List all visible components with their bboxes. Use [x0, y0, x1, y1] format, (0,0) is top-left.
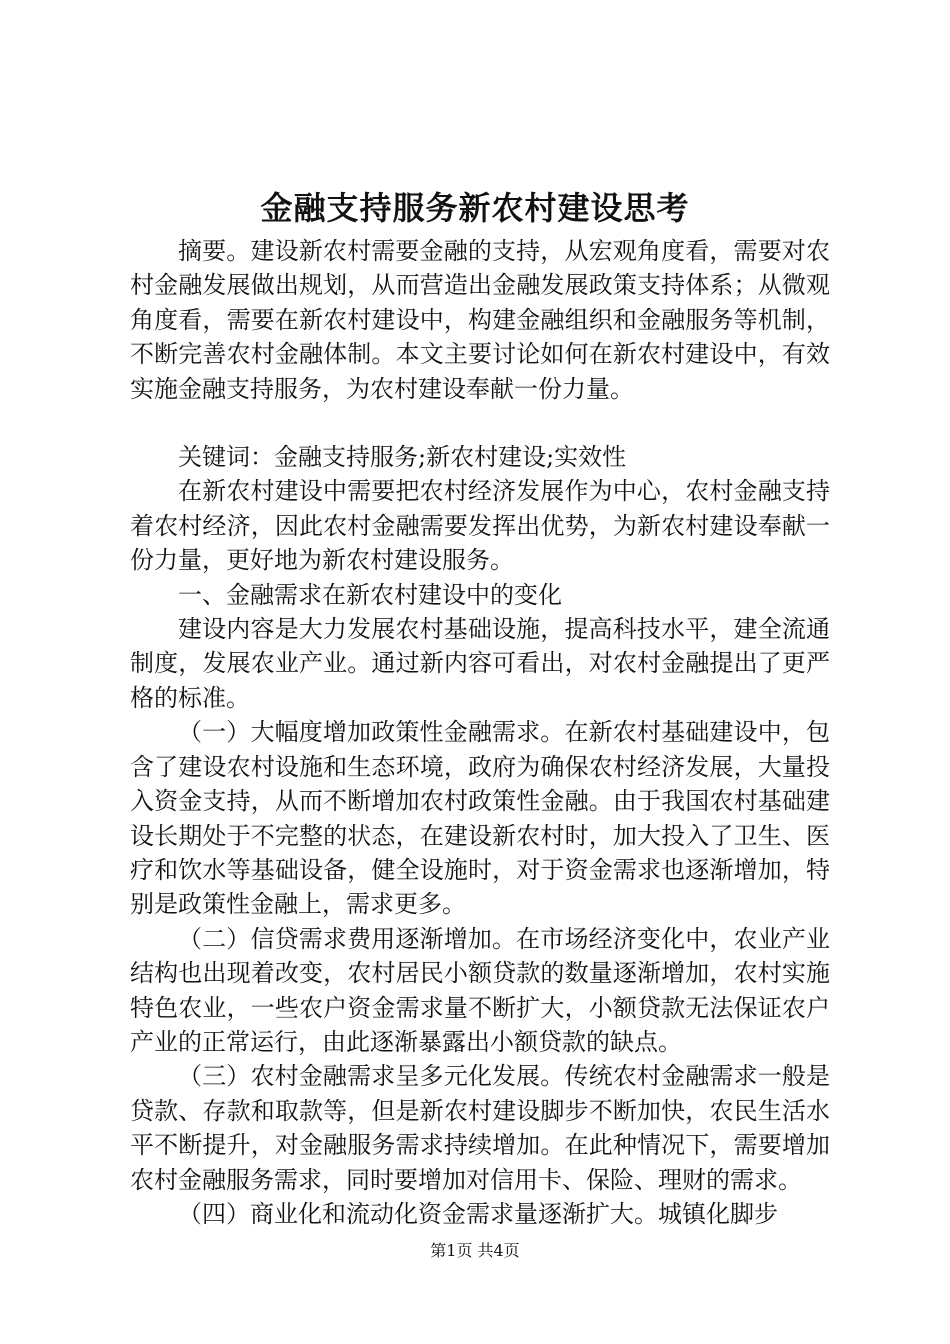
body-paragraph: （四）商业化和流动化资金需求量逐渐扩大。城镇化脚步 [178, 1199, 778, 1228]
page-footer: 第1页 共4页 [430, 1241, 520, 1260]
keywords-paragraph: 关键词：金融支持服务;新农村建设;实效性 [178, 443, 627, 472]
body-paragraph: （一）大幅度增加政策性金融需求。在新农村基础建设中，包含了建设农村设施和生态环境，政府为确保农村经济发展，大量投入资金支持，从而不断增加农村政策性金融。由于我国农村基础建设长期处于不完整的状态，在建设新农村时，加大投入了卫生、医疗和饮水等基础设备，健全设施时，对于资金需求也逐渐增加，特别是政策性金融上，需求更多。 [130, 718, 830, 919]
body-paragraph: 在新农村建设中需要把农村经济发展作为中心，农村金融支持着农村经济，因此农村金融需要发挥出优势，为新农村建设奉献一份力量，更好地为新农村建设服务。 [130, 477, 830, 575]
paragraph-gap [130, 406, 830, 440]
body-paragraph: 建设内容是大力发展农村基础设施，提高科技水平，建全流通制度，发展农业产业。通过新内容可看出，对农村金融提出了更严格的标准。 [130, 615, 830, 712]
document-body [130, 234, 830, 1231]
document-title: 金融支持服务新农村建设思考 [260, 189, 690, 227]
section-heading: 一、金融需求在新农村建设中的变化 [178, 580, 562, 609]
abstract-paragraph: 摘要。建设新农村需要金融的支持，从宏观角度看，需要对农村金融发展做出规划，从而营造出金融发展政策支持体系；从微观角度看，需要在新农村建设中，构建金融组织和金融服务等机制，不断完善农村金融体制。本文主要讨论如何在新农村建设中，有效实施金融支持服务，为农村建设奉献一份力量。 [130, 237, 830, 403]
body-paragraph: （三）农村金融需求呈多元化发展。传统农村金融需求一般是贷款、存款和取款等，但是新农村建设脚步不断加快，农民生活水平不断提升，对金融服务需求持续增加。在此种情况下，需要增加农村金融服务需求，同时要增加对信用卡、保险、理财的需求。 [130, 1062, 830, 1194]
body-paragraph: （二）信贷需求费用逐渐增加。在市场经济变化中，农业产业结构也出现着改变，农村居民小额贷款的数量逐渐增加，农村实施特色农业，一些农户资金需求量不断扩大，小额贷款无法保证农户产业的正常运行，由此逐渐暴露出小额贷款的缺点。 [130, 924, 830, 1056]
